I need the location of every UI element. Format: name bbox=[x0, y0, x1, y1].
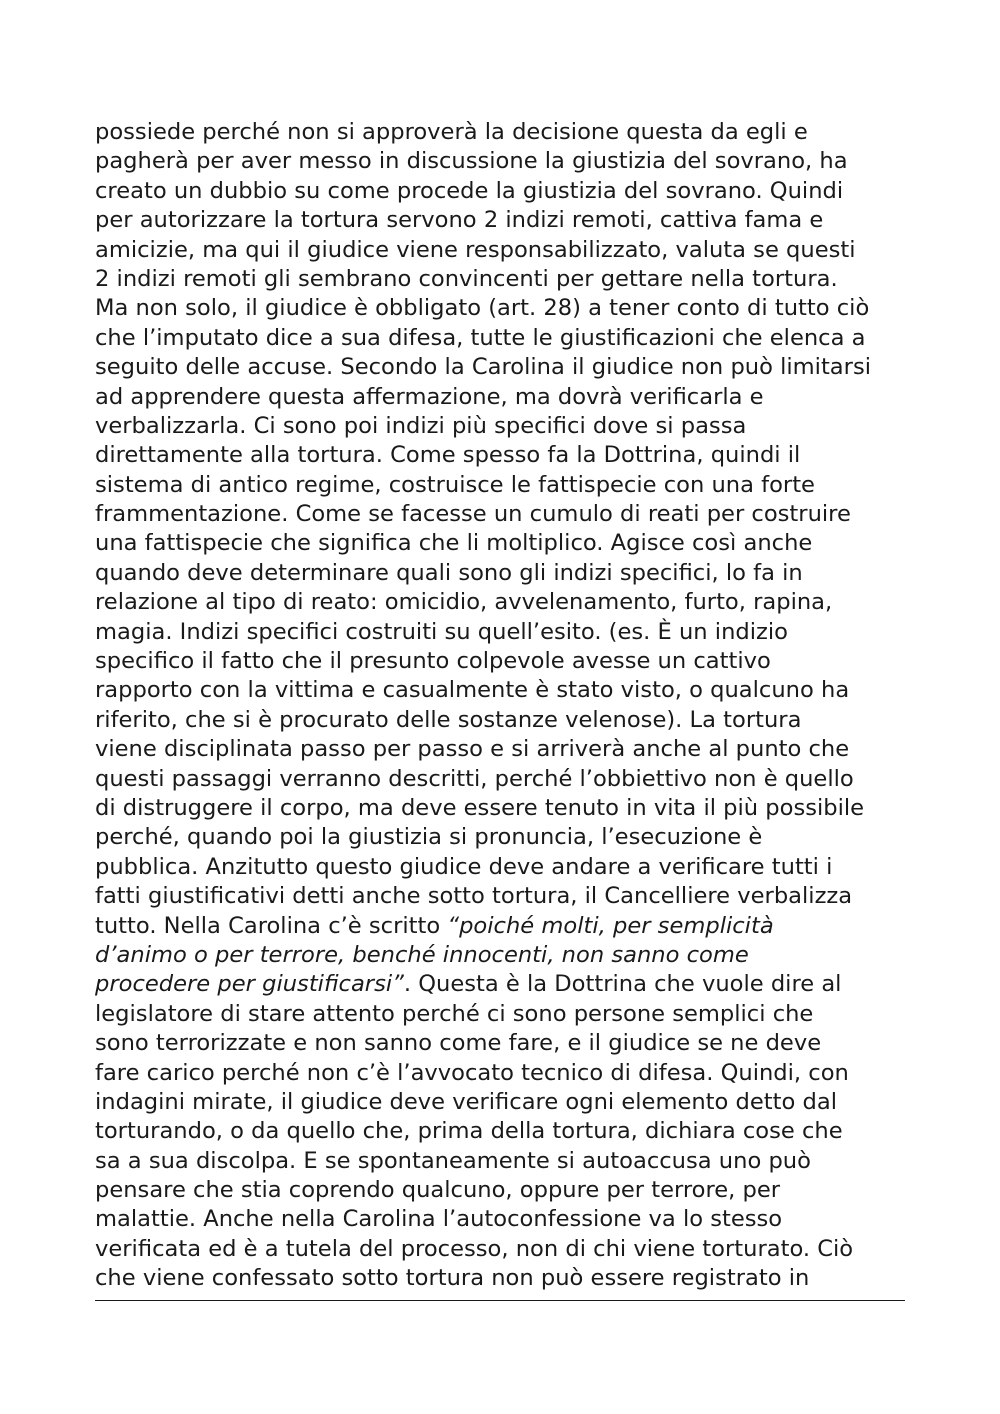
text-line-content: seguito delle accuse. Secondo la Carolina il giudice non può limitarsi bbox=[95, 354, 871, 381]
text-line bbox=[95, 1235, 907, 1264]
text-line bbox=[95, 1117, 907, 1146]
text-line-content: malattie. Anche nella Carolina l’autoconfessione va lo stesso bbox=[95, 1206, 783, 1233]
text-line bbox=[95, 1029, 907, 1058]
text-line-continuation: . Questa è la Dottrina che vuole dire al bbox=[403, 971, 842, 998]
text-line bbox=[95, 941, 907, 970]
text-line-content: riferito, che si è procurato delle sostanze velenose). La tortura bbox=[95, 706, 802, 733]
text-line bbox=[95, 559, 907, 588]
text-line bbox=[95, 823, 907, 852]
text-line-content: per autorizzare la tortura servono 2 indizi remoti, cattiva fama e bbox=[95, 207, 824, 234]
text-line bbox=[95, 588, 907, 617]
text-line bbox=[95, 206, 907, 235]
text-line bbox=[95, 294, 907, 323]
text-line bbox=[95, 706, 907, 735]
text-line-content: di distruggere il corpo, ma deve essere tenuto in vita il più possibile bbox=[95, 794, 865, 821]
text-line-content: ad apprendere questa affermazione, ma dovrà verificarla e bbox=[95, 383, 764, 410]
text-line-content: possiede perché non si approverà la decisione questa da egli e bbox=[95, 119, 808, 145]
text-line-content: sono terrorizzate e non sanno come fare, e il giudice se ne deve bbox=[95, 1030, 822, 1057]
text-line-content: pagherà per aver messo in discussione la giustizia del sovrano, ha bbox=[95, 148, 848, 175]
bottom-rule bbox=[95, 1300, 905, 1301]
text-line bbox=[95, 794, 907, 823]
text-line bbox=[95, 324, 907, 353]
text-line-content: frammentazione. Come se facesse un cumulo di reati per costruire bbox=[95, 501, 851, 528]
text-line-content: che viene confessato sotto tortura non può essere registrato in bbox=[95, 1265, 810, 1292]
text-line bbox=[95, 383, 907, 412]
text-line-content: torturando, o da quello che, prima della tortura, dichiara cose che bbox=[95, 1118, 843, 1145]
text-line-content: pubblica. Anzitutto questo giudice deve andare a verificare tutti i bbox=[95, 853, 833, 880]
text-line-content: direttamente alla tortura. Come spesso fa la Dottrina, quindi il bbox=[95, 442, 801, 469]
text-line bbox=[95, 912, 907, 941]
text-line-content: perché, quando poi la giustizia si pronuncia, l’esecuzione è bbox=[95, 824, 763, 851]
text-line-content: pensare che stia coprendo qualcuno, oppure per terrore, per bbox=[95, 1177, 781, 1204]
text-line bbox=[95, 441, 907, 470]
text-line-content: una fattispecie che significa che li moltiplico. Agisce così anche bbox=[95, 530, 813, 557]
text-line bbox=[95, 1176, 907, 1205]
text-line-content: tutto. Nella Carolina c’è scritto bbox=[95, 912, 448, 939]
text-line-content: verificata ed è a tutela del processo, non di chi viene torturato. Ciò bbox=[95, 1235, 854, 1262]
italic-quote: procedere per giustificarsi” bbox=[95, 971, 404, 998]
text-line-content: creato un dubbio su come procede la giustizia del sovrano. Quindi bbox=[95, 177, 844, 204]
text-line bbox=[95, 882, 907, 911]
text-line bbox=[95, 471, 907, 500]
text-line bbox=[95, 118, 907, 147]
text-line-content: specifico il fatto che il presunto colpevole avesse un cattivo bbox=[95, 648, 771, 675]
text-line bbox=[95, 236, 907, 265]
text-line bbox=[95, 853, 907, 882]
text-line-content: verbalizzarla. Ci sono poi indizi più specifici dove si passa bbox=[95, 412, 747, 439]
text-line-content: questi passaggi verranno descritti, perché l’obbiettivo non è quello bbox=[95, 765, 854, 792]
text-line bbox=[95, 1059, 907, 1088]
italic-quote: “poiché molti, per semplicità bbox=[447, 912, 774, 939]
text-line-content: quando deve determinare quali sono gli indizi specifici, lo fa in bbox=[95, 559, 803, 586]
text-line-content: fare carico perché non c’è l’avvocato tecnico di difesa. Quindi, con bbox=[95, 1059, 849, 1086]
text-line-content: Ma non solo, il giudice è obbligato (art. 28) a tener conto di tutto ciò bbox=[95, 295, 870, 322]
text-line bbox=[95, 1000, 907, 1029]
text-line bbox=[95, 618, 907, 647]
text-line-content: fatti giustificativi detti anche sotto tortura, il Cancelliere verbalizza bbox=[95, 883, 853, 910]
text-line bbox=[95, 647, 907, 676]
text-line-content: 2 indizi remoti gli sembrano convincenti per gettare nella tortura. bbox=[95, 265, 838, 292]
text-line bbox=[95, 529, 907, 558]
text-line bbox=[95, 676, 907, 705]
italic-quote: d’animo o per terrore, benché innocenti, non sanno come bbox=[95, 941, 749, 968]
text-line bbox=[95, 970, 907, 999]
text-line-content: che l’imputato dice a sua difesa, tutte le giustificazioni che elenca a bbox=[95, 324, 866, 351]
text-line-content: relazione al tipo di reato: omicidio, avvelenamento, furto, rapina, bbox=[95, 589, 833, 616]
text-line bbox=[95, 147, 907, 176]
text-line-content: indagini mirate, il giudice deve verificare ogni elemento detto dal bbox=[95, 1088, 837, 1115]
text-line-content: legislatore di stare attento perché ci sono persone semplici che bbox=[95, 1000, 814, 1027]
text-line bbox=[95, 765, 907, 794]
text-line bbox=[95, 412, 907, 441]
text-line bbox=[95, 1088, 907, 1117]
text-line bbox=[95, 500, 907, 529]
text-line bbox=[95, 265, 907, 294]
text-line bbox=[95, 1205, 907, 1234]
text-line-content: magia. Indizi specifici costruiti su quell’esito. (es. È un indizio bbox=[95, 618, 788, 645]
body-text bbox=[95, 118, 907, 1294]
text-line bbox=[95, 177, 907, 206]
text-line-content: sistema di antico regime, costruisce le fattispecie con una forte bbox=[95, 471, 815, 498]
text-line-content: amicizie, ma qui il giudice viene responsabilizzato, valuta se questi bbox=[95, 236, 856, 263]
text-line bbox=[95, 353, 907, 382]
text-line-content: rapporto con la vittima e casualmente è stato visto, o qualcuno ha bbox=[95, 677, 850, 704]
text-line bbox=[95, 735, 907, 764]
text-line bbox=[95, 1264, 907, 1293]
text-line bbox=[95, 1147, 907, 1176]
text-line-content: viene disciplinata passo per passo e si arriverà anche al punto che bbox=[95, 736, 850, 763]
text-line-content: sa a sua discolpa. E se spontaneamente si autoaccusa uno può bbox=[95, 1147, 811, 1174]
